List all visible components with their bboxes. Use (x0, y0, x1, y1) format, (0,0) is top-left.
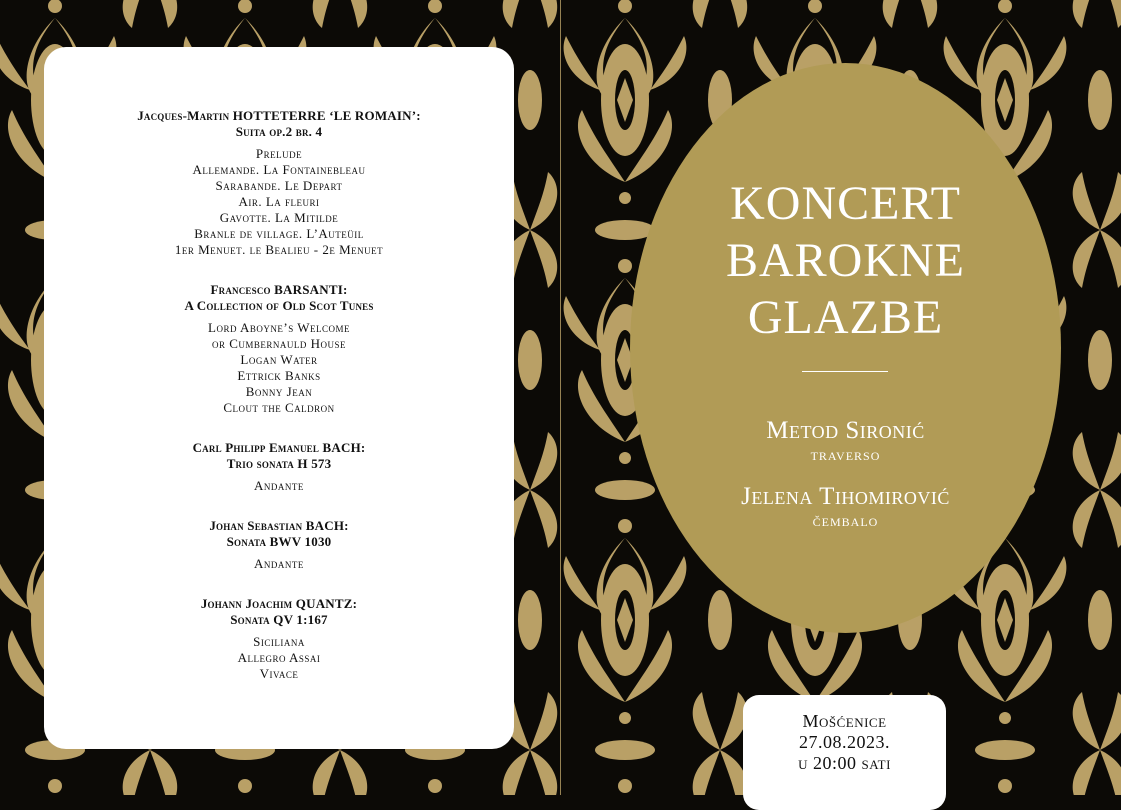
venue-time: u 20:00 sati (798, 753, 891, 773)
performer-2 (630, 483, 1061, 531)
movement-item: Gavotte. La Mitilde (219, 210, 339, 225)
work-title: Suita op.2 br. 4 (235, 124, 323, 139)
venue-date: 27.08.2023. (799, 732, 890, 752)
movement-item: 1er Menuet. le Bealieu - 2e Menuet (174, 242, 384, 257)
movement-item: Air. La fleuri (238, 194, 320, 209)
movement-item: Allegro Assai (237, 650, 321, 665)
work-title: Trio sonata H 573 (226, 456, 332, 471)
movement-item: or Cumbernauld House (211, 336, 347, 351)
title-oval (630, 63, 1061, 633)
movement-item: Branle de village. L’Auteüil (194, 226, 364, 241)
title-line: KONCERT (730, 177, 961, 230)
performer-name: Jelena Tihomirović (741, 483, 950, 510)
movement-item: Vivace (259, 666, 299, 681)
program-piece (44, 282, 514, 416)
fold-line (560, 0, 561, 795)
composer-name: Johann Joachim QUANTZ: (200, 596, 358, 611)
movement-item: Andante (254, 556, 304, 571)
program-panel (44, 47, 514, 749)
movement-item: Lord Aboyne’s Welcome (208, 320, 350, 335)
program-piece (44, 108, 514, 258)
movement-item: Ettrick Banks (237, 368, 321, 383)
movement-item: Siciliana (253, 634, 305, 649)
movement-item: Sarabande. Le Depart (215, 178, 343, 193)
movement-item: Logan Water (240, 352, 318, 367)
performer-1 (630, 417, 1061, 465)
title-line: BAROKNE (725, 234, 965, 287)
composer-name: Francesco BARSANTI: (210, 282, 348, 297)
composer-name: Jacques-Martin HOTTETERRE ‘LE ROMAIN’: (137, 108, 421, 123)
composer-name: Carl Philipp Emanuel BACH: (192, 440, 366, 455)
movement-list (44, 320, 514, 416)
program-piece (44, 518, 514, 572)
title-line: GLAZBE (747, 291, 944, 344)
work-title: Sonata QV 1:167 (230, 612, 328, 627)
concert-title (630, 175, 1061, 346)
performer-instrument: traverso (810, 445, 881, 464)
venue-place: Mošćenice (802, 711, 887, 731)
venue-box (743, 695, 946, 810)
work-title: Sonata BWV 1030 (226, 534, 332, 549)
composer-name: Johan Sebastian BACH: (209, 518, 349, 533)
program-piece (44, 596, 514, 682)
program-piece (44, 440, 514, 494)
movement-item: Allemande. La Fontainebleau (192, 162, 366, 177)
movement-list (44, 556, 514, 572)
movement-list (44, 478, 514, 494)
movement-item: Clout the Caldron (223, 400, 335, 415)
performer-instrument: čembalo (812, 511, 879, 530)
performer-name: Metod Sironić (766, 417, 925, 444)
work-title: A Collection of Old Scot Tunes (184, 298, 374, 313)
movement-item: Andante (254, 478, 304, 493)
title-divider (802, 371, 888, 372)
movement-item: Bonny Jean (245, 384, 313, 399)
movement-list (44, 634, 514, 682)
movement-item: Prelude (255, 146, 303, 161)
movement-list (44, 146, 514, 258)
